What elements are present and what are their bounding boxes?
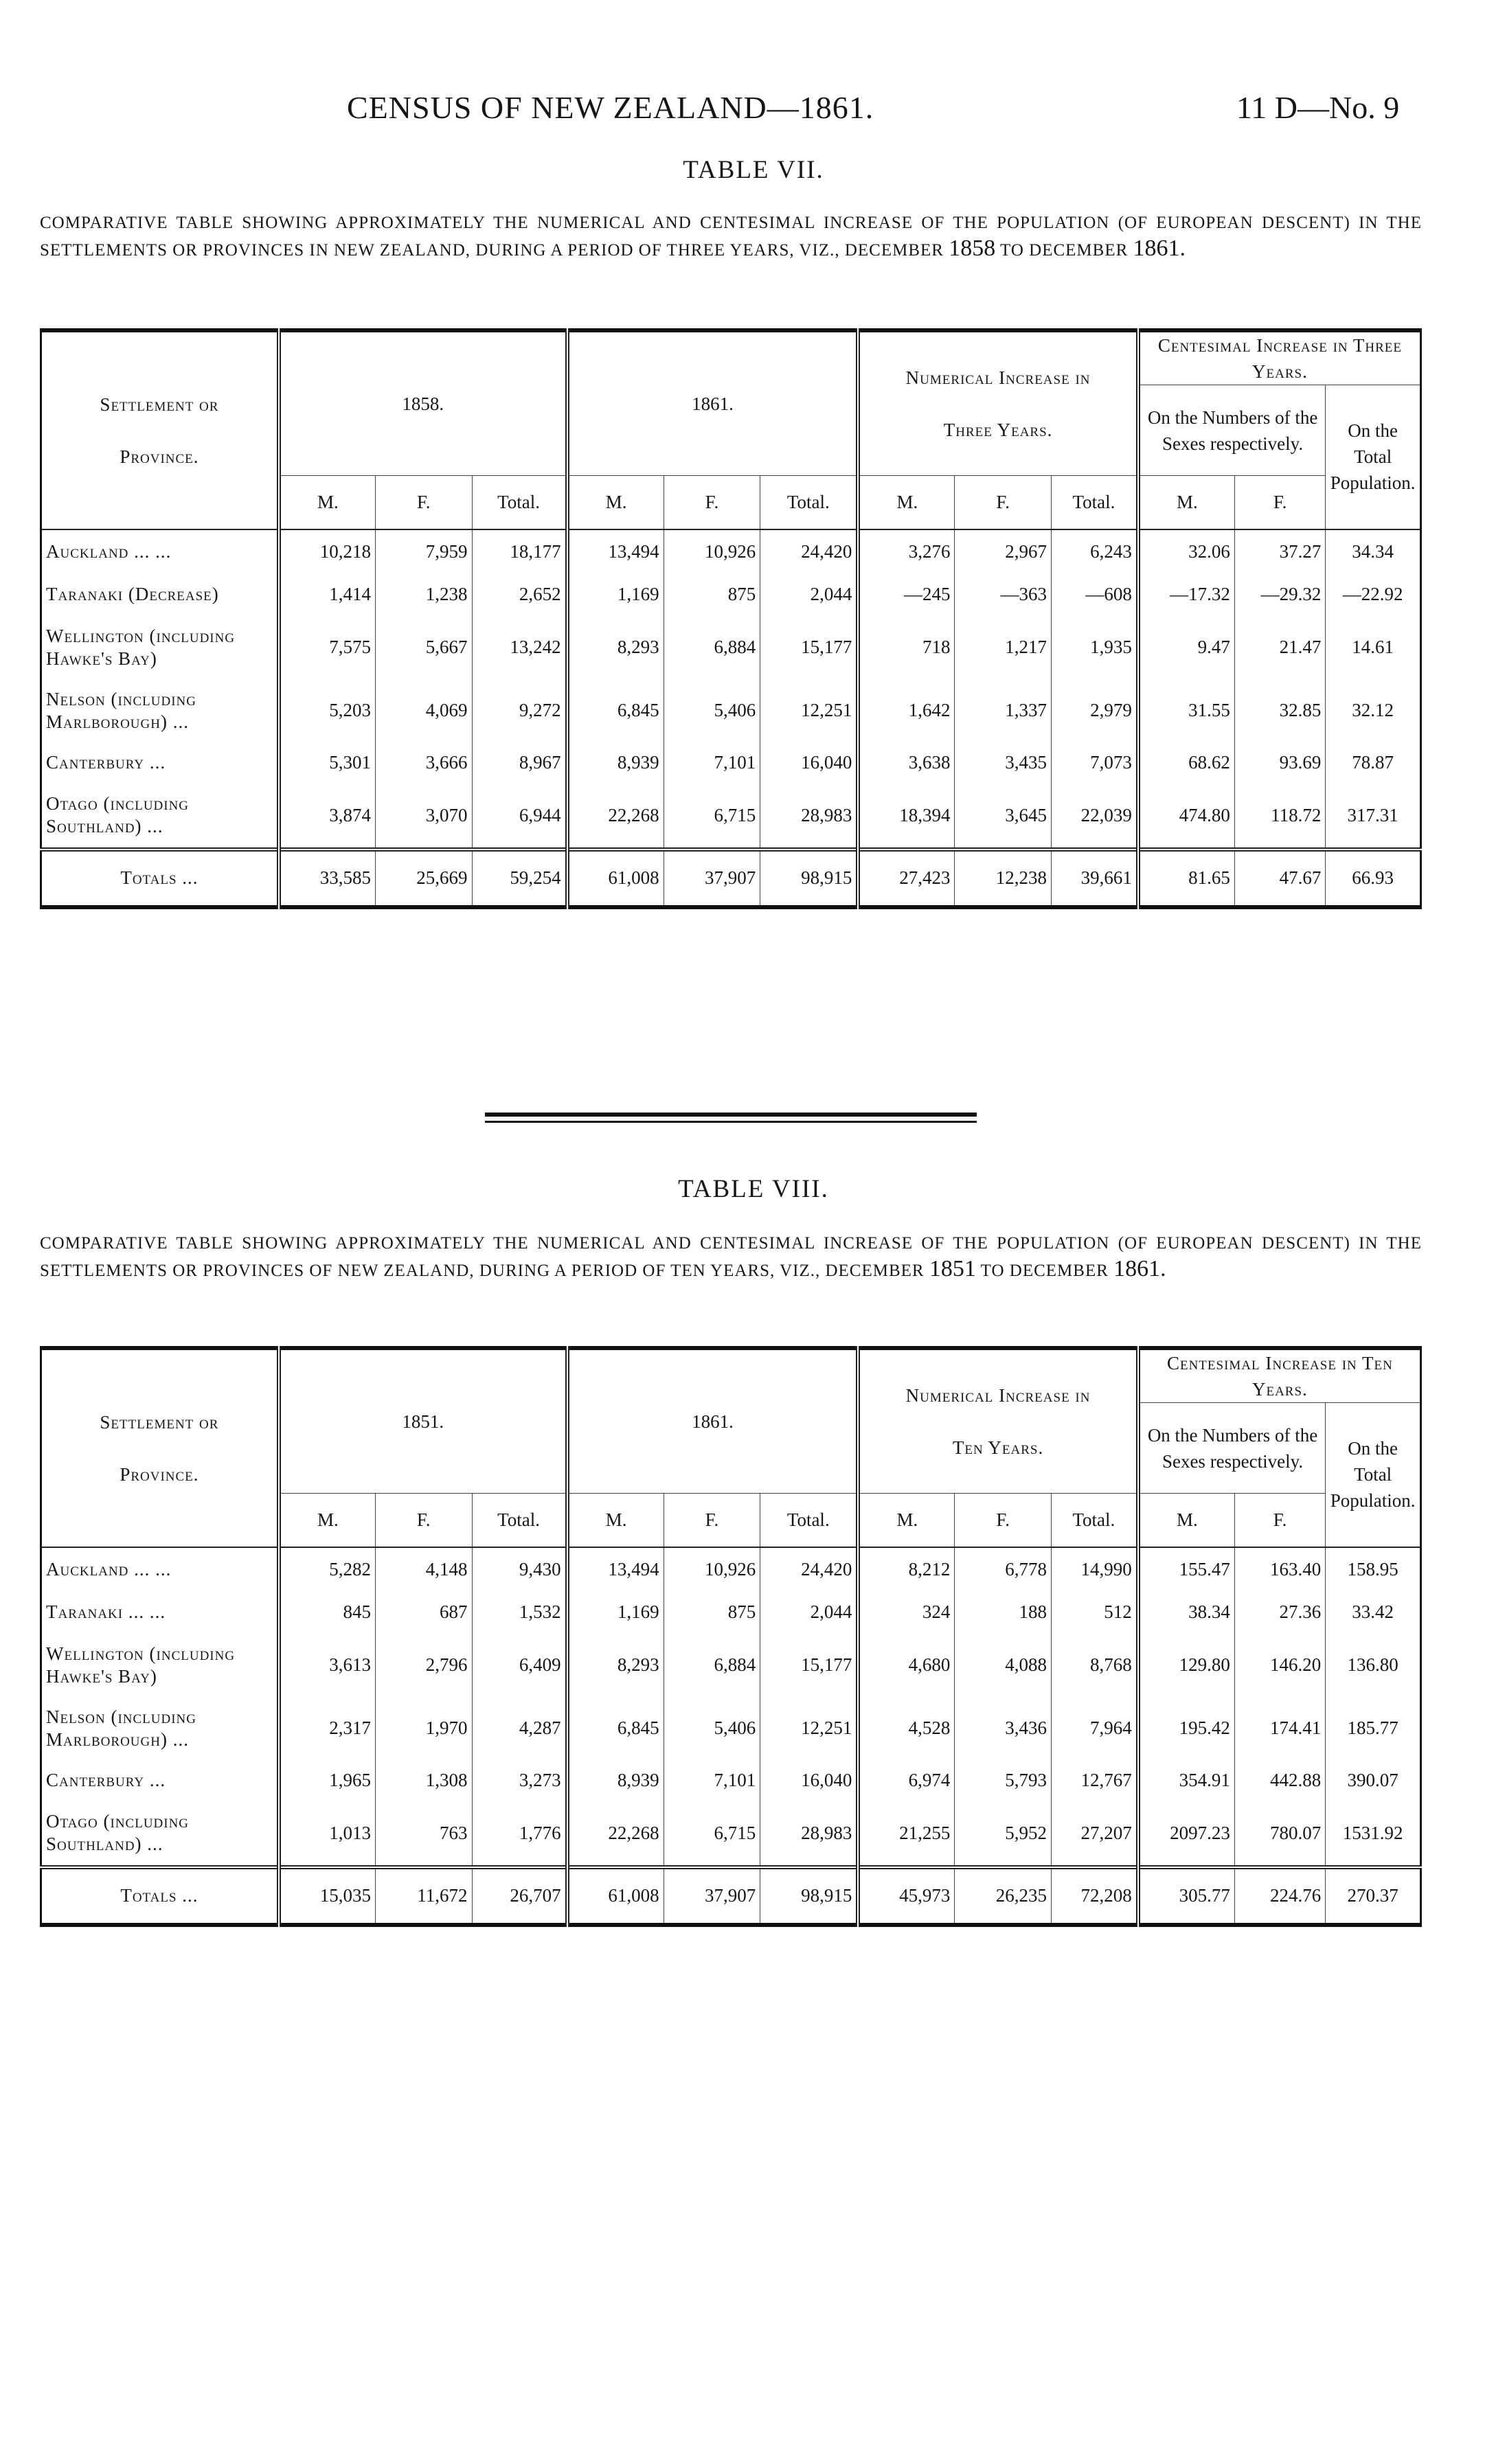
cell-m-inc: 18,394 bbox=[858, 784, 955, 849]
cell-m-a: 5,301 bbox=[279, 742, 376, 784]
cell-f-a: 763 bbox=[375, 1801, 472, 1867]
table-row bbox=[41, 784, 1421, 849]
cell-m-pct: —17.32 bbox=[1138, 573, 1235, 616]
cell-m-pct: 68.62 bbox=[1138, 742, 1235, 784]
cell-f-b: 6,715 bbox=[664, 784, 760, 849]
settlement-name: Otago (including Southland) ... bbox=[41, 1801, 279, 1867]
sub-total-increase: Total. bbox=[1051, 1494, 1137, 1547]
totals-label: Totals ... bbox=[41, 1867, 279, 1925]
cell-f-inc: 3,645 bbox=[955, 784, 1052, 849]
year-1861-header: 1861. bbox=[567, 330, 859, 476]
cell-total-b: 15,177 bbox=[760, 616, 859, 679]
settlement-header: Settlement or Province. bbox=[41, 1348, 279, 1547]
cell-total-pct: 14.61 bbox=[1326, 616, 1421, 679]
cell-f-a: 25,669 bbox=[375, 849, 472, 907]
cell-total-inc: 7,073 bbox=[1052, 742, 1138, 784]
cell-total-a: 13,242 bbox=[472, 616, 567, 679]
cell-f-inc: 188 bbox=[955, 1591, 1052, 1634]
cell-total-inc: 512 bbox=[1051, 1591, 1137, 1634]
cell-f-pct: 224.76 bbox=[1234, 1867, 1325, 1925]
cell-f-inc: 6,778 bbox=[955, 1547, 1052, 1591]
cell-total-a: 6,944 bbox=[472, 784, 567, 849]
cell-f-inc: 12,238 bbox=[955, 849, 1052, 907]
cell-total-inc: 7,964 bbox=[1051, 1697, 1137, 1760]
cell-total-b: 15,177 bbox=[760, 1634, 859, 1697]
cell-f-inc: 4,088 bbox=[955, 1634, 1052, 1697]
cell-m-pct: 38.34 bbox=[1138, 1591, 1235, 1634]
cell-total-b: 98,915 bbox=[760, 849, 859, 907]
settlement-name: Canterbury ... bbox=[41, 742, 279, 784]
cell-m-pct: 195.42 bbox=[1138, 1697, 1235, 1760]
cell-f-inc: 3,435 bbox=[955, 742, 1052, 784]
table-viii-heading: TABLE VIII. bbox=[678, 1175, 829, 1203]
cell-m-a: 33,585 bbox=[279, 849, 376, 907]
caption-year-start: 1851 bbox=[929, 1256, 976, 1281]
caption-year-end: 1861. bbox=[1113, 1256, 1166, 1281]
cell-total-inc: 14,990 bbox=[1051, 1547, 1137, 1591]
sub-f-1861: F. bbox=[664, 476, 760, 529]
cell-total-a: 9,430 bbox=[472, 1547, 567, 1591]
cell-f-a: 687 bbox=[375, 1591, 472, 1634]
cell-total-pct: 158.95 bbox=[1326, 1547, 1421, 1591]
sub-total-1851: Total. bbox=[472, 1494, 567, 1547]
cell-f-pct: 21.47 bbox=[1234, 616, 1325, 679]
cell-f-pct: —29.32 bbox=[1234, 573, 1325, 616]
cell-m-pct: 155.47 bbox=[1138, 1547, 1235, 1591]
cell-f-inc: 2,967 bbox=[955, 529, 1052, 573]
table-row bbox=[41, 1760, 1421, 1801]
cell-total-pct: 390.07 bbox=[1326, 1760, 1421, 1801]
settlement-name: Nelson (including Marlborough) ... bbox=[41, 679, 279, 742]
cell-total-b: 12,251 bbox=[760, 679, 859, 742]
cell-m-a: 3,874 bbox=[279, 784, 376, 849]
sub-total-1861: Total. bbox=[760, 476, 859, 529]
year-1851-header: 1851. bbox=[279, 1348, 567, 1494]
cell-total-a: 1,776 bbox=[472, 1801, 567, 1867]
cell-f-pct: 780.07 bbox=[1234, 1801, 1325, 1867]
cell-m-a: 1,414 bbox=[279, 573, 376, 616]
cell-total-a: 9,272 bbox=[472, 679, 567, 742]
cell-total-inc: 6,243 bbox=[1052, 529, 1138, 573]
numerical-increase-header: Numerical Increase in Ten Years. bbox=[858, 1348, 1137, 1494]
cell-total-inc: 1,935 bbox=[1052, 616, 1138, 679]
cell-m-pct: 32.06 bbox=[1138, 529, 1235, 573]
cell-total-pct: 136.80 bbox=[1326, 1634, 1421, 1697]
totals-row bbox=[41, 849, 1421, 907]
settlement-name: Taranaki (Decrease) bbox=[41, 573, 279, 616]
cell-f-inc: 1,217 bbox=[955, 616, 1052, 679]
sub-m-1861: M. bbox=[567, 1494, 664, 1547]
cell-total-b: 2,044 bbox=[760, 1591, 859, 1634]
cell-f-b: 5,406 bbox=[664, 679, 760, 742]
cell-m-a: 845 bbox=[279, 1591, 376, 1634]
table-row bbox=[41, 573, 1421, 616]
cell-m-b: 8,293 bbox=[567, 1634, 664, 1697]
cell-total-a: 18,177 bbox=[472, 529, 567, 573]
table-row bbox=[41, 1697, 1421, 1760]
cell-f-b: 6,715 bbox=[664, 1801, 760, 1867]
cell-total-b: 16,040 bbox=[760, 1760, 859, 1801]
cell-f-a: 4,148 bbox=[375, 1547, 472, 1591]
sub-f-increase: F. bbox=[955, 476, 1052, 529]
cell-f-pct: 93.69 bbox=[1234, 742, 1325, 784]
table-row bbox=[41, 742, 1421, 784]
caption-text: COMPARATIVE TABLE SHOWING APPROXIMATELY THE NUMERICAL AND CENTESIMAL INCREASE OF THE POPULATION (OF EUROPEAN DESCENT) IN THE SETTLEMENTS OR PROVINCES IN NEW ZEALAND, DURING A PERIOD OF THREE YEARS, VIZ., DECEMBER bbox=[40, 214, 1422, 260]
cell-total-b: 98,915 bbox=[760, 1867, 859, 1925]
cell-f-b: 37,907 bbox=[664, 849, 760, 907]
cell-f-inc: 5,952 bbox=[955, 1801, 1052, 1867]
cell-f-b: 5,406 bbox=[664, 1697, 760, 1760]
cell-f-pct: 118.72 bbox=[1234, 784, 1325, 849]
cell-m-inc: —245 bbox=[858, 573, 955, 616]
cell-m-inc: 4,680 bbox=[858, 1634, 955, 1697]
cell-total-b: 24,420 bbox=[760, 1547, 859, 1591]
cell-f-a: 7,959 bbox=[375, 529, 472, 573]
cell-total-pct: 66.93 bbox=[1326, 849, 1421, 907]
cell-total-pct: 34.34 bbox=[1326, 529, 1421, 573]
page-number: 11 D—No. 9 bbox=[1236, 90, 1400, 125]
cell-m-b: 1,169 bbox=[567, 573, 664, 616]
cell-m-pct: 2097.23 bbox=[1138, 1801, 1235, 1867]
table-divider bbox=[485, 1113, 977, 1123]
caption-to: TO DECEMBER bbox=[980, 1262, 1109, 1280]
table-row bbox=[41, 1591, 1421, 1634]
total-population-header: On the Total Population. bbox=[1326, 385, 1421, 529]
table-viii-caption bbox=[40, 1231, 1422, 1284]
cell-total-inc: 12,767 bbox=[1051, 1760, 1137, 1801]
cell-m-inc: 8,212 bbox=[858, 1547, 955, 1591]
table-row bbox=[41, 616, 1421, 679]
sexes-header: On the Numbers of the Sexes respectively. bbox=[1138, 385, 1326, 476]
cell-m-inc: 3,276 bbox=[858, 529, 955, 573]
cell-total-a: 26,707 bbox=[472, 1867, 567, 1925]
caption-year-end: 1861. bbox=[1133, 236, 1186, 261]
cell-m-b: 1,169 bbox=[567, 1591, 664, 1634]
settlement-name: Wellington (including Hawke's Bay) bbox=[41, 616, 279, 679]
cell-m-a: 1,013 bbox=[279, 1801, 376, 1867]
sub-f-1858: F. bbox=[375, 476, 472, 529]
cell-m-pct: 31.55 bbox=[1138, 679, 1235, 742]
cell-total-a: 2,652 bbox=[472, 573, 567, 616]
numerical-increase-header: Numerical Increase in Three Years. bbox=[858, 330, 1137, 476]
cell-f-a: 5,667 bbox=[375, 616, 472, 679]
settlement-name: Auckland ... ... bbox=[41, 1547, 279, 1591]
sub-total-1861: Total. bbox=[760, 1494, 859, 1547]
settlement-name: Auckland ... ... bbox=[41, 529, 279, 573]
cell-f-inc: 1,337 bbox=[955, 679, 1052, 742]
cell-total-inc: 39,661 bbox=[1052, 849, 1138, 907]
cell-f-b: 875 bbox=[664, 573, 760, 616]
settlement-name: Taranaki ... ... bbox=[41, 1591, 279, 1634]
settlement-name: Otago (including Southland) ... bbox=[41, 784, 279, 849]
settlement-header: Settlement or Province. bbox=[41, 330, 279, 529]
cell-total-a: 8,967 bbox=[472, 742, 567, 784]
total-population-header: On the Total Population. bbox=[1326, 1403, 1421, 1547]
cell-f-pct: 442.88 bbox=[1234, 1760, 1325, 1801]
table-vii bbox=[40, 328, 1422, 909]
table-row bbox=[41, 1547, 1421, 1591]
cell-m-a: 3,613 bbox=[279, 1634, 376, 1697]
sub-m-1858: M. bbox=[279, 476, 376, 529]
cell-f-pct: 174.41 bbox=[1234, 1697, 1325, 1760]
cell-total-pct: 33.42 bbox=[1326, 1591, 1421, 1634]
cell-total-a: 3,273 bbox=[472, 1760, 567, 1801]
cell-f-b: 7,101 bbox=[664, 742, 760, 784]
cell-total-b: 16,040 bbox=[760, 742, 859, 784]
cell-m-pct: 9.47 bbox=[1138, 616, 1235, 679]
cell-m-inc: 718 bbox=[858, 616, 955, 679]
cell-total-pct: 270.37 bbox=[1326, 1867, 1421, 1925]
cell-m-pct: 474.80 bbox=[1138, 784, 1235, 849]
cell-m-pct: 354.91 bbox=[1138, 1760, 1235, 1801]
cell-total-b: 12,251 bbox=[760, 1697, 859, 1760]
sub-total-1858: Total. bbox=[472, 476, 567, 529]
cell-f-b: 875 bbox=[664, 1591, 760, 1634]
table-vii-heading: TABLE VII. bbox=[683, 156, 824, 184]
centesimal-increase-header: Centesimal Increase in Ten Years. bbox=[1138, 1348, 1421, 1403]
cell-m-pct: 81.65 bbox=[1138, 849, 1235, 907]
cell-total-b: 28,983 bbox=[760, 1801, 859, 1867]
cell-m-inc: 21,255 bbox=[858, 1801, 955, 1867]
caption-to: TO DECEMBER bbox=[1000, 241, 1129, 260]
cell-f-pct: 27.36 bbox=[1234, 1591, 1325, 1634]
settlement-name: Canterbury ... bbox=[41, 1760, 279, 1801]
cell-total-a: 59,254 bbox=[472, 849, 567, 907]
cell-m-b: 61,008 bbox=[567, 1867, 664, 1925]
cell-total-inc: 2,979 bbox=[1052, 679, 1138, 742]
cell-total-inc: 22,039 bbox=[1052, 784, 1138, 849]
cell-m-b: 6,845 bbox=[567, 1697, 664, 1760]
table-vii-caption bbox=[40, 210, 1422, 263]
cell-m-b: 22,268 bbox=[567, 1801, 664, 1867]
cell-f-inc: 3,436 bbox=[955, 1697, 1052, 1760]
sub-f-1851: F. bbox=[375, 1494, 472, 1547]
cell-total-b: 2,044 bbox=[760, 573, 859, 616]
sexes-header: On the Numbers of the Sexes respectively. bbox=[1138, 1403, 1326, 1494]
cell-m-inc: 4,528 bbox=[858, 1697, 955, 1760]
cell-m-b: 8,939 bbox=[567, 1760, 664, 1801]
cell-m-inc: 27,423 bbox=[858, 849, 955, 907]
cell-f-pct: 163.40 bbox=[1234, 1547, 1325, 1591]
cell-m-b: 22,268 bbox=[567, 784, 664, 849]
cell-f-a: 1,970 bbox=[375, 1697, 472, 1760]
cell-total-pct: —22.92 bbox=[1326, 573, 1421, 616]
cell-f-a: 3,666 bbox=[375, 742, 472, 784]
cell-f-a: 1,308 bbox=[375, 1760, 472, 1801]
cell-m-a: 7,575 bbox=[279, 616, 376, 679]
centesimal-increase-header: Centesimal Increase in Three Years. bbox=[1138, 330, 1421, 385]
table-row bbox=[41, 679, 1421, 742]
document-title: CENSUS OF NEW ZEALAND—1861. bbox=[347, 90, 874, 125]
cell-f-a: 1,238 bbox=[375, 573, 472, 616]
sub-m-centesimal: M. bbox=[1138, 1494, 1235, 1547]
caption-year-start: 1858 bbox=[949, 236, 996, 261]
cell-m-b: 8,939 bbox=[567, 742, 664, 784]
cell-f-inc: 26,235 bbox=[955, 1867, 1052, 1925]
cell-f-pct: 146.20 bbox=[1234, 1634, 1325, 1697]
table-viii bbox=[40, 1346, 1422, 1927]
cell-f-a: 4,069 bbox=[375, 679, 472, 742]
cell-total-a: 4,287 bbox=[472, 1697, 567, 1760]
cell-total-pct: 32.12 bbox=[1326, 679, 1421, 742]
cell-m-a: 5,282 bbox=[279, 1547, 376, 1591]
cell-f-pct: 32.85 bbox=[1234, 679, 1325, 742]
sub-f-1861: F. bbox=[664, 1494, 760, 1547]
cell-f-b: 6,884 bbox=[664, 1634, 760, 1697]
cell-total-inc: 8,768 bbox=[1051, 1634, 1137, 1697]
cell-m-a: 5,203 bbox=[279, 679, 376, 742]
settlement-name: Wellington (including Hawke's Bay) bbox=[41, 1634, 279, 1697]
cell-m-inc: 1,642 bbox=[858, 679, 955, 742]
year-1858-header: 1858. bbox=[279, 330, 567, 476]
cell-m-inc: 324 bbox=[858, 1591, 955, 1634]
cell-f-pct: 47.67 bbox=[1234, 849, 1325, 907]
cell-m-inc: 45,973 bbox=[858, 1867, 955, 1925]
cell-f-inc: 5,793 bbox=[955, 1760, 1052, 1801]
sub-total-increase: Total. bbox=[1052, 476, 1138, 529]
cell-total-pct: 185.77 bbox=[1326, 1697, 1421, 1760]
cell-f-a: 3,070 bbox=[375, 784, 472, 849]
cell-m-b: 6,845 bbox=[567, 679, 664, 742]
sub-f-increase: F. bbox=[955, 1494, 1052, 1547]
cell-f-a: 11,672 bbox=[375, 1867, 472, 1925]
cell-m-b: 8,293 bbox=[567, 616, 664, 679]
cell-total-b: 28,983 bbox=[760, 784, 859, 849]
cell-m-a: 2,317 bbox=[279, 1697, 376, 1760]
sub-m-1861: M. bbox=[567, 476, 664, 529]
cell-total-pct: 78.87 bbox=[1326, 742, 1421, 784]
sub-m-increase: M. bbox=[858, 476, 955, 529]
table-row bbox=[41, 529, 1421, 573]
cell-m-b: 61,008 bbox=[567, 849, 664, 907]
cell-f-b: 37,907 bbox=[664, 1867, 760, 1925]
cell-m-a: 10,218 bbox=[279, 529, 376, 573]
cell-total-a: 1,532 bbox=[472, 1591, 567, 1634]
cell-f-inc: —363 bbox=[955, 573, 1052, 616]
cell-m-b: 13,494 bbox=[567, 1547, 664, 1591]
table-row bbox=[41, 1801, 1421, 1867]
cell-total-inc: 27,207 bbox=[1051, 1801, 1137, 1867]
cell-total-pct: 317.31 bbox=[1326, 784, 1421, 849]
sub-m-1851: M. bbox=[279, 1494, 376, 1547]
cell-total-pct: 1531.92 bbox=[1326, 1801, 1421, 1867]
cell-m-pct: 129.80 bbox=[1138, 1634, 1235, 1697]
sub-f-centesimal: F. bbox=[1234, 476, 1325, 529]
cell-m-inc: 6,974 bbox=[858, 1760, 955, 1801]
settlement-name: Nelson (including Marlborough) ... bbox=[41, 1697, 279, 1760]
page-header bbox=[0, 89, 1507, 130]
cell-m-b: 13,494 bbox=[567, 529, 664, 573]
sub-m-increase: M. bbox=[858, 1494, 955, 1547]
cell-total-inc: 72,208 bbox=[1051, 1867, 1137, 1925]
caption-text: COMPARATIVE TABLE SHOWING APPROXIMATELY THE NUMERICAL AND CENTESIMAL INCREASE OF THE POPULATION (OF EUROPEAN DESCENT) IN THE SETTLEMENTS OR PROVINCES OF NEW ZEALAND, DURING A PERIOD OF TEN YEARS, VIZ., DECEMBER bbox=[40, 1234, 1422, 1280]
cell-total-inc: —608 bbox=[1052, 573, 1138, 616]
cell-f-pct: 37.27 bbox=[1234, 529, 1325, 573]
totals-row bbox=[41, 1867, 1421, 1925]
sub-f-centesimal: F. bbox=[1234, 1494, 1325, 1547]
year-1861-header: 1861. bbox=[567, 1348, 859, 1494]
table-row bbox=[41, 1634, 1421, 1697]
cell-f-b: 10,926 bbox=[664, 1547, 760, 1591]
cell-m-inc: 3,638 bbox=[858, 742, 955, 784]
cell-total-a: 6,409 bbox=[472, 1634, 567, 1697]
cell-f-b: 10,926 bbox=[664, 529, 760, 573]
cell-f-b: 7,101 bbox=[664, 1760, 760, 1801]
cell-m-a: 15,035 bbox=[279, 1867, 376, 1925]
cell-f-b: 6,884 bbox=[664, 616, 760, 679]
cell-f-a: 2,796 bbox=[375, 1634, 472, 1697]
sub-m-centesimal: M. bbox=[1138, 476, 1235, 529]
cell-total-b: 24,420 bbox=[760, 529, 859, 573]
cell-m-pct: 305.77 bbox=[1138, 1867, 1235, 1925]
totals-label: Totals ... bbox=[41, 849, 279, 907]
cell-m-a: 1,965 bbox=[279, 1760, 376, 1801]
